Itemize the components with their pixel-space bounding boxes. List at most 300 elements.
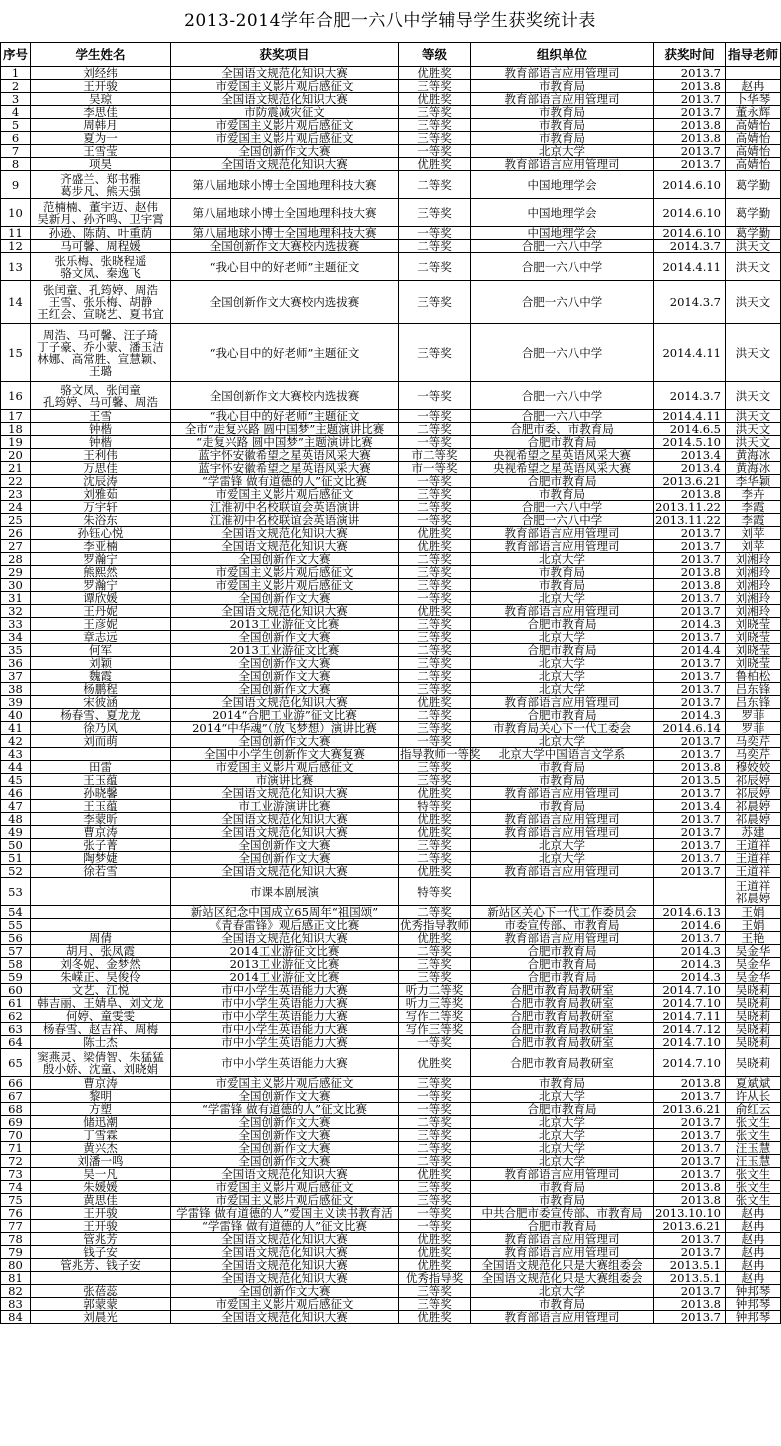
cell-teacher: 洪天文 xyxy=(726,423,781,436)
cell-student: 张蓓蕊 xyxy=(31,1285,171,1298)
cell-date: 2013.7 xyxy=(654,145,726,158)
cell-teacher: 洪天文 xyxy=(726,240,781,253)
table-row xyxy=(1,410,781,423)
cell-org: 北京大学 xyxy=(471,592,654,605)
cell-org: 市教育局 xyxy=(471,488,654,501)
cell-no: 24 xyxy=(1,501,31,514)
cell-date: 2013.7 xyxy=(654,1090,726,1103)
cell-level: 三等奖 xyxy=(399,488,471,501)
cell-teacher: 李华颖 xyxy=(726,475,781,488)
cell-no: 33 xyxy=(1,618,31,631)
table-row xyxy=(1,735,781,748)
cell-no: 59 xyxy=(1,971,31,984)
cell-level: 三等奖 xyxy=(399,761,471,774)
cell-student: 管兆芳、钱子安 xyxy=(31,1259,171,1272)
cell-project: 全国创新作文大赛 xyxy=(171,1285,399,1298)
cell-project: 市爱国主义影片观后感征文 xyxy=(171,488,399,501)
cell-org: 合肥一六八中学 xyxy=(471,501,654,514)
cell-no: 29 xyxy=(1,566,31,579)
cell-no: 46 xyxy=(1,787,31,800)
cell-level: 优胜奖 xyxy=(399,527,471,540)
cell-date: 2013.7 xyxy=(654,106,726,119)
cell-teacher: 赵冉 xyxy=(726,1272,781,1285)
cell-teacher: 刘湘玲 xyxy=(726,553,781,566)
cell-no: 50 xyxy=(1,839,31,852)
cell-project: 第八届地球小博士全国地理科技大赛 xyxy=(171,227,399,240)
table-row xyxy=(1,324,781,382)
cell-student: 储迅潮 xyxy=(31,1116,171,1129)
cell-teacher: 马奕芹 xyxy=(726,748,781,761)
cell-teacher: 王道祥 祁晨婷 xyxy=(726,878,781,906)
table-row xyxy=(1,1181,781,1194)
table-row xyxy=(1,1246,781,1259)
cell-org: 市教育局 xyxy=(471,566,654,579)
cell-teacher: 刘晓莹 xyxy=(726,618,781,631)
cell-no: 84 xyxy=(1,1311,31,1324)
cell-teacher: 吴金华 xyxy=(726,971,781,984)
cell-project: 市爱国主义影片观后感征文 xyxy=(171,579,399,592)
table-row xyxy=(1,158,781,171)
cell-level: 优胜奖 xyxy=(399,1168,471,1181)
cell-org: 合肥市教育局教研室 xyxy=(471,1010,654,1023)
cell-date: 2014.4.11 xyxy=(654,324,726,382)
table-row xyxy=(1,145,781,158)
cell-no: 71 xyxy=(1,1142,31,1155)
cell-org: 北京大学 xyxy=(471,1142,654,1155)
cell-date: 2014.3 xyxy=(654,945,726,958)
cell-teacher: 李卉 xyxy=(726,488,781,501)
cell-org: 教育部语言应用管理司 xyxy=(471,1233,654,1246)
cell-no: 41 xyxy=(1,722,31,735)
table-row xyxy=(1,618,781,631)
cell-project: 全国创新作文大赛 xyxy=(171,553,399,566)
cell-level: 指导教师一等奖 xyxy=(400,747,481,761)
cell-project: 全国语文规范化知识大赛 xyxy=(171,605,399,618)
cell-project: 全国语文规范化知识大赛 xyxy=(171,527,399,540)
cell-project: 全国语文规范化知识大赛 xyxy=(171,696,399,709)
cell-student: 周倩 xyxy=(31,932,171,945)
table-row xyxy=(1,1272,781,1285)
cell-date: 2014.3.7 xyxy=(654,382,726,410)
cell-date: 2014.5.10 xyxy=(654,436,726,449)
cell-teacher: 吴晓莉 xyxy=(726,1049,781,1077)
cell-level: 优胜奖 xyxy=(399,696,471,709)
cell-level: 写作二等奖 xyxy=(399,1010,471,1023)
cell-project: “学雷锋 做有道德的人”征文比赛 xyxy=(171,1103,399,1116)
cell-student: 孙钰心悦 xyxy=(31,527,171,540)
cell-teacher: 董永辉 xyxy=(726,106,781,119)
cell-teacher: 高婧怡 xyxy=(726,158,781,171)
cell-org: 北京大学 xyxy=(471,735,654,748)
cell-level: 三等奖 xyxy=(399,722,471,735)
cell-student: 谭欣媛 xyxy=(31,592,171,605)
cell-no: 69 xyxy=(1,1116,31,1129)
cell-level: 优胜奖 xyxy=(399,93,471,106)
cell-date: 2013.4 xyxy=(654,800,726,813)
cell-student: 王玉蕴 xyxy=(31,800,171,813)
cell-level: 一等奖 xyxy=(399,735,471,748)
cell-project: 全国语文规范化知识大赛 xyxy=(171,813,399,826)
cell-no: 45 xyxy=(1,774,31,787)
cell-org: 中国地理学会 xyxy=(471,199,654,227)
cell-teacher: 卜华琴 xyxy=(726,93,781,106)
cell-project: 全国创新作文大赛 xyxy=(171,1142,399,1155)
cell-org: 合肥市教育局 xyxy=(471,618,654,631)
cell-no: 70 xyxy=(1,1129,31,1142)
cell-student: 王开骏 xyxy=(31,1207,171,1220)
cell-level: 二等奖 xyxy=(399,171,471,199)
cell-no: 48 xyxy=(1,813,31,826)
cell-no: 55 xyxy=(1,919,31,932)
cell-project: 全国创新作文大赛 xyxy=(171,1090,399,1103)
table-row xyxy=(1,1142,781,1155)
cell-no: 81 xyxy=(1,1272,31,1285)
cell-teacher: 吴晓莉 xyxy=(726,997,781,1010)
cell-project: 全国创新作文大赛 xyxy=(171,735,399,748)
cell-org: 教育部语言应用管理司 xyxy=(471,787,654,800)
table-row xyxy=(1,527,781,540)
cell-project: “我心目中的好老师”主题征文 xyxy=(171,410,399,423)
cell-no: 23 xyxy=(1,488,31,501)
cell-level: 一等奖 xyxy=(399,1220,471,1233)
cell-project: 2014“中华魂”（放飞梦想）演讲比赛 xyxy=(171,722,399,735)
cell-date: 2014.6.10 xyxy=(654,171,726,199)
cell-project: 全国语文规范化知识大赛 xyxy=(171,865,399,878)
cell-project: 市中小学生英语能力大赛 xyxy=(171,1036,399,1049)
cell-teacher: 钟邦琴 xyxy=(726,1298,781,1311)
cell-project: 全国创新作文大赛 xyxy=(171,839,399,852)
table-row xyxy=(1,945,781,958)
header-date: 获奖时间 xyxy=(654,43,726,67)
cell-org: 北京大学中国语言文学系 xyxy=(471,748,654,761)
table-row xyxy=(1,240,781,253)
cell-date: 2013.7 xyxy=(654,592,726,605)
table-row xyxy=(1,787,781,800)
cell-level: 优胜奖 xyxy=(399,158,471,171)
table-row xyxy=(1,906,781,919)
table-row xyxy=(1,774,781,787)
cell-student: 杨鹏程 xyxy=(31,683,171,696)
cell-no: 47 xyxy=(1,800,31,813)
cell-org: 教育部语言应用管理司 xyxy=(471,932,654,945)
cell-level: 二等奖 xyxy=(399,945,471,958)
cell-project: 全国创新作文大赛 xyxy=(171,592,399,605)
cell-level: 三等奖 xyxy=(399,958,471,971)
cell-teacher: 穆姣姣 xyxy=(726,761,781,774)
cell-date: 2014.7.12 xyxy=(654,1023,726,1036)
cell-no: 31 xyxy=(1,592,31,605)
cell-student: 李蒙昕 xyxy=(31,813,171,826)
cell-project: 市爱国主义影片观后感征文 xyxy=(171,80,399,93)
cell-org: 教育部语言应用管理司 xyxy=(471,540,654,553)
cell-level: 三等奖 xyxy=(399,657,471,670)
cell-project: 全国中小学生创新作文大赛复赛 xyxy=(171,748,399,761)
cell-project: 市爱国主义影片观后感征文 xyxy=(171,1194,399,1207)
cell-project: 市中小学生英语能力大赛 xyxy=(171,997,399,1010)
cell-org: 合肥市教育局 xyxy=(471,436,654,449)
cell-no: 28 xyxy=(1,553,31,566)
header-level: 等级 xyxy=(399,43,471,67)
cell-level: 三等奖 xyxy=(399,1285,471,1298)
table-row xyxy=(1,1285,781,1298)
cell-org: 中国地理学会 xyxy=(471,227,654,240)
cell-teacher: 高婧怡 xyxy=(726,119,781,132)
cell-level: 二等奖 xyxy=(399,1116,471,1129)
cell-level: 优秀指导教师 xyxy=(400,918,469,932)
cell-no: 25 xyxy=(1,514,31,527)
cell-student: 窦燕灵、梁倩智、朱猛猛 殷小娇、沈童、刘晓娟 xyxy=(31,1049,171,1077)
cell-project: 市爱国主义影片观后感征文 xyxy=(171,1077,399,1090)
table-row xyxy=(1,1220,781,1233)
cell-no: 61 xyxy=(1,997,31,1010)
table-row xyxy=(1,579,781,592)
cell-student: 管兆芳 xyxy=(31,1233,171,1246)
cell-teacher: 汪玉慧 xyxy=(726,1155,781,1168)
cell-no: 77 xyxy=(1,1220,31,1233)
cell-org: 教育部语言应用管理司 xyxy=(471,158,654,171)
cell-teacher: 马奕芹 xyxy=(726,735,781,748)
cell-date: 2013.7 xyxy=(654,1116,726,1129)
table-row xyxy=(1,839,781,852)
table-row xyxy=(1,683,781,696)
table-row xyxy=(1,501,781,514)
cell-project: 全国创新作文大赛 xyxy=(171,1116,399,1129)
cell-teacher: 许从长 xyxy=(726,1090,781,1103)
table-row xyxy=(1,1116,781,1129)
table-row xyxy=(1,878,781,906)
cell-org: 教育部语言应用管理司 xyxy=(471,696,654,709)
cell-no: 17 xyxy=(1,410,31,423)
table-row xyxy=(1,1155,781,1168)
cell-student: 朱嵘正、吴俊伶 xyxy=(31,971,171,984)
cell-org: 合肥市教育局 xyxy=(471,1220,654,1233)
cell-student: 罗瀚宁 xyxy=(31,553,171,566)
cell-level: 二等奖 xyxy=(399,644,471,657)
cell-project: 市中小学生英语能力大赛 xyxy=(171,984,399,997)
cell-teacher: 刘湘玲 xyxy=(726,579,781,592)
cell-level: 市一等奖 xyxy=(399,462,471,475)
cell-org: 市教育局 xyxy=(471,800,654,813)
cell-no: 21 xyxy=(1,462,31,475)
cell-no: 65 xyxy=(1,1049,31,1077)
table-row xyxy=(1,227,781,240)
table-row xyxy=(1,826,781,839)
cell-date: 2013.7 xyxy=(654,1168,726,1181)
cell-teacher: 吴金华 xyxy=(726,945,781,958)
cell-teacher: 张文生 xyxy=(726,1129,781,1142)
cell-org: 市教育局 xyxy=(471,761,654,774)
cell-teacher: 葛学勤 xyxy=(726,171,781,199)
cell-student: 刘颖 xyxy=(31,657,171,670)
cell-teacher: 王道祥 xyxy=(726,865,781,878)
cell-no: 63 xyxy=(1,1023,31,1036)
cell-date: 2013.5.1 xyxy=(654,1272,726,1285)
cell-date: 2013.7 xyxy=(654,1155,726,1168)
cell-student: 魏霞 xyxy=(31,670,171,683)
cell-teacher: 李霞 xyxy=(726,514,781,527)
cell-org: 合肥一六八中学 xyxy=(471,514,654,527)
cell-project: 江淮初中名校联谊会英语演讲 xyxy=(171,501,399,514)
cell-org: 全国语文规范化只是大赛组委会 xyxy=(471,1259,654,1272)
cell-teacher: 汪玉慧 xyxy=(726,1142,781,1155)
cell-project: 全国语文规范化知识大赛 xyxy=(171,93,399,106)
cell-level: 三等奖 xyxy=(399,566,471,579)
cell-org: 合肥一六八中学 xyxy=(471,382,654,410)
cell-teacher: 祁辰婷 xyxy=(726,787,781,800)
cell-level: 三等奖 xyxy=(399,1298,471,1311)
cell-no: 56 xyxy=(1,932,31,945)
cell-student: 刘冬妮、金梦然 xyxy=(31,958,171,971)
cell-project: 学雷锋 做有道德的人”爱国主义读书教育活 xyxy=(171,1207,399,1220)
table-row xyxy=(1,997,781,1010)
cell-project: 全国语文规范化知识大赛 xyxy=(171,787,399,800)
cell-no: 32 xyxy=(1,605,31,618)
cell-level: 一等奖 xyxy=(399,1090,471,1103)
cell-level: 三等奖 xyxy=(399,324,471,382)
cell-student: 吴一凡 xyxy=(31,1168,171,1181)
cell-date: 2013.8 xyxy=(654,566,726,579)
cell-org: 教育部语言应用管理司 xyxy=(471,1246,654,1259)
table-row xyxy=(1,171,781,199)
cell-org: 合肥市委、市教育局 xyxy=(471,423,654,436)
cell-org: 北京大学 xyxy=(471,1155,654,1168)
cell-level: 二等奖 xyxy=(399,1155,471,1168)
cell-project: 全国创新作文大赛 xyxy=(171,145,399,158)
cell-student: 曹京涛 xyxy=(31,1077,171,1090)
cell-date: 2014.4 xyxy=(654,644,726,657)
cell-date: 2013.8 xyxy=(654,119,726,132)
cell-student: 何婷、童雯雯 xyxy=(31,1010,171,1023)
cell-no: 68 xyxy=(1,1103,31,1116)
cell-date: 2014.6 xyxy=(654,919,726,932)
table-row xyxy=(1,722,781,735)
cell-no: 16 xyxy=(1,382,31,410)
cell-level: 优胜奖 xyxy=(399,813,471,826)
cell-org: 北京大学 xyxy=(471,1285,654,1298)
cell-org: 教育部语言应用管理司 xyxy=(471,813,654,826)
table-row xyxy=(1,958,781,971)
cell-teacher: 赵冉 xyxy=(726,1246,781,1259)
cell-no: 54 xyxy=(1,906,31,919)
cell-level: 二等奖 xyxy=(399,906,471,919)
cell-student: 何军 xyxy=(31,644,171,657)
cell-teacher: 鲁柏松 xyxy=(726,670,781,683)
cell-level: 一等奖 xyxy=(399,436,471,449)
cell-no: 18 xyxy=(1,423,31,436)
cell-teacher: 刘苹 xyxy=(726,527,781,540)
cell-level: 优胜奖 xyxy=(399,1311,471,1324)
cell-no: 26 xyxy=(1,527,31,540)
cell-level: 优胜奖 xyxy=(399,1259,471,1272)
cell-teacher: 吴晓莉 xyxy=(726,984,781,997)
table-row xyxy=(1,93,781,106)
cell-date: 2013.7 xyxy=(654,158,726,171)
cell-project: 全国语文规范化知识大赛 xyxy=(171,1259,399,1272)
cell-student: 刘雅茹 xyxy=(31,488,171,501)
table-row xyxy=(1,436,781,449)
cell-date: 2014.7.11 xyxy=(654,1010,726,1023)
cell-date: 2013.10.10 xyxy=(654,1207,726,1220)
cell-date: 2013.7 xyxy=(654,657,726,670)
table-row xyxy=(1,605,781,618)
cell-date: 2014.7.10 xyxy=(654,984,726,997)
cell-project: 2014工业游征文比赛 xyxy=(171,945,399,958)
cell-student: 钱子安 xyxy=(31,1246,171,1259)
cell-student: 夏为一 xyxy=(31,132,171,145)
cell-project: 新站区纪念中国成立65周年“祖国颂” xyxy=(171,906,399,919)
cell-project: 全国语文规范化知识大赛 xyxy=(171,540,399,553)
cell-teacher: 张文生 xyxy=(726,1181,781,1194)
cell-no: 72 xyxy=(1,1155,31,1168)
cell-no: 11 xyxy=(1,227,31,240)
cell-student: 张闰童、孔筠婷、周浩 王雪、张乐梅、胡静 王红会、宣晓艺、夏书宜 xyxy=(31,281,171,324)
cell-project: 全国语文规范化知识大赛 xyxy=(171,1168,399,1181)
cell-date: 2013.7 xyxy=(654,1311,726,1324)
cell-level: 二等奖 xyxy=(399,423,471,436)
cell-level: 优胜奖 xyxy=(399,1049,471,1077)
cell-project: 市中小学生英语能力大赛 xyxy=(171,1010,399,1023)
cell-level: 优胜奖 xyxy=(399,67,471,80)
cell-no: 22 xyxy=(1,475,31,488)
cell-student: 李亚楠 xyxy=(31,540,171,553)
cell-date: 2013.6.21 xyxy=(654,1220,726,1233)
cell-date: 2014.7.10 xyxy=(654,1049,726,1077)
cell-org: 教育部语言应用管理司 xyxy=(471,826,654,839)
cell-date: 2013.8 xyxy=(654,132,726,145)
cell-no: 27 xyxy=(1,540,31,553)
table-row xyxy=(1,462,781,475)
table-row xyxy=(1,696,781,709)
cell-teacher: 高婧怡 xyxy=(726,132,781,145)
cell-date: 2014.6.5 xyxy=(654,423,726,436)
cell-teacher: 张文生 xyxy=(726,1116,781,1129)
header-teacher: 指导老师 xyxy=(726,43,781,67)
cell-level: 三等奖 xyxy=(399,199,471,227)
cell-org: 合肥市教育局 xyxy=(471,475,654,488)
cell-org: 北京大学 xyxy=(471,852,654,865)
cell-date: 2014.3.7 xyxy=(654,240,726,253)
cell-no: 76 xyxy=(1,1207,31,1220)
cell-level: 市二等奖 xyxy=(399,449,471,462)
cell-date: 2013.7 xyxy=(654,527,726,540)
cell-date: 2013.7 xyxy=(654,1285,726,1298)
cell-date: 2013.6.21 xyxy=(654,475,726,488)
table-row xyxy=(1,813,781,826)
cell-org: 市教育局 xyxy=(471,1194,654,1207)
cell-project: 2013工业游征文比赛 xyxy=(171,644,399,657)
cell-level: 三等奖 xyxy=(399,132,471,145)
cell-teacher: 高婧怡 xyxy=(726,145,781,158)
table-row xyxy=(1,1010,781,1023)
cell-date: 2013.8 xyxy=(654,1181,726,1194)
table-row xyxy=(1,253,781,281)
cell-date: 2013.5.1 xyxy=(654,1259,726,1272)
cell-student: 田雷 xyxy=(31,761,171,774)
cell-teacher: 洪天文 xyxy=(726,410,781,423)
cell-no: 43 xyxy=(1,748,31,761)
cell-date: 2013.7 xyxy=(654,813,726,826)
cell-date: 2013.7 xyxy=(654,540,726,553)
cell-project: 2014工业游征文比赛 xyxy=(171,971,399,984)
cell-student: 文艺、江悦 xyxy=(31,984,171,997)
cell-org: 北京大学 xyxy=(471,145,654,158)
cell-org: 合肥市教育局 xyxy=(471,958,654,971)
cell-level: 二等奖 xyxy=(399,501,471,514)
cell-no: 52 xyxy=(1,865,31,878)
cell-project: 第八届地球小博士全国地理科技大赛 xyxy=(171,171,399,199)
cell-date: 2013.6.21 xyxy=(654,1103,726,1116)
table-row xyxy=(1,423,781,436)
